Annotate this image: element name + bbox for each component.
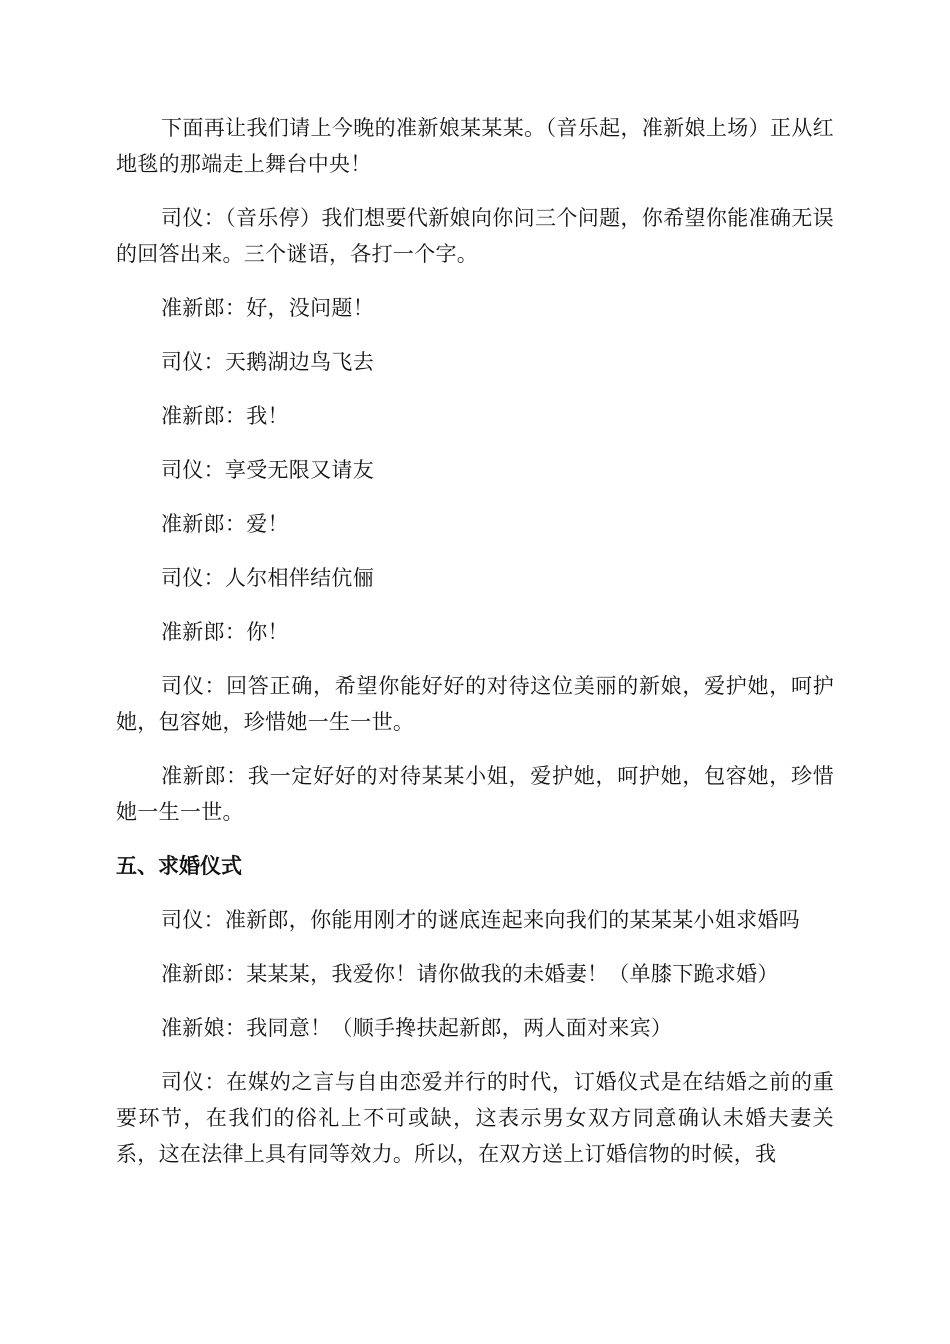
paragraph-answer-1: 准新郎：我！ — [161, 404, 289, 428]
paragraph-bride-entrance: 下面再让我们请上今晚的准新娘某某某。（音乐起，准新娘上场）正从红地毯的那端走上舞台中央！ — [116, 116, 834, 176]
paragraph-host-proposal-ask: 司仪：准新郎，你能用刚才的谜底连起来向我们的某某某小姐求婚吗 — [161, 908, 800, 932]
paragraph-host-correct: 司仪：回答正确，希望你能好好的对待这位美丽的新娘，爱护她，呵护她，包容她，珍惜她一生一世。 — [116, 674, 834, 734]
document-body — [116, 110, 834, 1190]
paragraph-groom-ok: 准新郎：好，没问题！ — [161, 296, 374, 320]
section-heading-proposal: 五、求婚仪式 — [116, 854, 242, 878]
paragraph-riddle-3: 司仪：人尔相伴结伉俪 — [161, 566, 374, 590]
paragraph-answer-3: 准新郎：你！ — [161, 620, 289, 644]
paragraph-host-riddle-intro: 司仪：（音乐停）我们想要代新娘向你问三个问题，你希望你能准确无误的回答出来。三个谜语，各打一个字。 — [116, 206, 834, 266]
paragraph-bride-accept: 准新娘：我同意！（顺手搀扶起新郎，两人面对来宾） — [161, 1016, 673, 1040]
paragraph-groom-promise: 准新郎：我一定好好的对待某某小姐，爱护她，呵护她，包容她，珍惜她一生一世。 — [116, 764, 834, 824]
paragraph-riddle-2: 司仪：享受无限又请友 — [161, 458, 374, 482]
paragraph-host-engagement: 司仪：在媒妁之言与自由恋爱并行的时代，订婚仪式是在结婚之前的重要环节，在我们的俗礼上不可或缺，这表示男女双方同意确认未婚夫妻关系，这在法律上具有同等效力。所以，在双方送上订婚信物的时候，我 — [116, 1070, 834, 1166]
paragraph-riddle-1: 司仪：天鹅湖边鸟飞去 — [161, 350, 374, 374]
paragraph-answer-2: 准新郎：爱！ — [161, 512, 289, 536]
paragraph-groom-proposal: 准新郎：某某某，我爱你！请你做我的未婚妻！（单膝下跪求婚） — [161, 962, 779, 986]
